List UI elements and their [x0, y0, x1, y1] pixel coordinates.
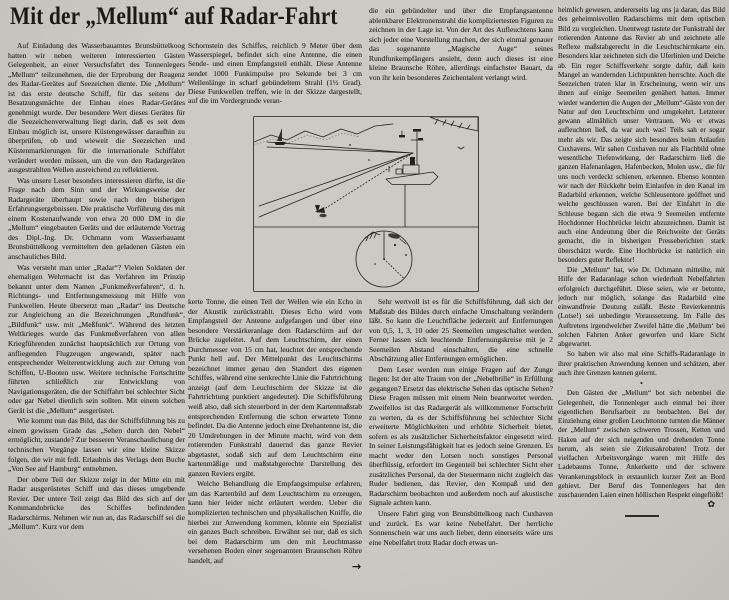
radar-screen [356, 231, 412, 287]
column-2-top [188, 41, 362, 118]
column-1 [8, 41, 185, 594]
paragraph: Auf Einladung des Wasserbauamtes Brunsbüttelkoog hatten wir neben weiteren interessierten Gästen Gelegenheit, an einer Versuchsfahrt des Tonnenlegers „Mellum“ teilzunehmen, die der Erprobung der Reagenz des Radar-Gerätes auf Seezeichen diente. Die „Mellum“ ist das erste deutsche Schiff, für das seitens der Besatzungsmächte der Einbau eines Radar-Gerätes genehmigt wurde. Der besondere Wert dieses Gerätes für die Seezeichenverwaltung liegt darin, daß es seit dem Einbau möglich ist, unsere Küstengewässer daraufhin zu überprüfen, ob und wieweit die Seezeichen und Küstenmarkierungen für die internationale Schiffahrt verändert werden müssen, um die von den Radargeräten ausgestrahlten Wellen ausreichend zu reflektieren. [8, 41, 185, 175]
paragraph: So haben wir also mal eine Schiffs-Radaranlage in ihrer praktischen Anwendung kennen und schätzen, aber auch ihre Grenzen kennen gelernt. [558, 350, 725, 377]
paragraph: Unsere Fahrt ging von Brunsbüttelkoog nach Cuxhaven und zurück. Es war keine Nebelfahrt. Der herrliche Sonnenschein war uns auch lieber, denn einerseits wäre uns eine Nebelfahrt trotz Radar doch etwas un- [369, 509, 553, 547]
end-ornament: ✿ [707, 500, 715, 511]
echo-return-dotted [321, 153, 413, 211]
column-3-top [369, 6, 553, 148]
paragraph: Wie kommt nun das Bild, das der Schiffsführung bis zu einem gewissen Grade das „Sehen durch den Nebel“ ermöglicht, zustande? Zur besseren Veranschaulichung der technischen Vorgänge lassen wir eine kleine Skizze folgen, die wir mit frdl. Erlaubnis des Verlags dem Buche „Von See auf Hamburg“ entnehmen. [8, 416, 185, 474]
column-2-bottom [188, 297, 362, 594]
echo-blips [374, 244, 407, 265]
paragraph: Die „Mellum“ hat, wie Dr. Ochmann mitteilte, mit Hilfe der Radaranlage schon wiederholt Nebelfahrten erfolgreich durchgeführt. Diese seien, wie er betonte, jedoch nur möglich, solange das Radarbild eine einwandfreie Deutung zuläßt. Beste Revierkenntnis (Lotse!) sei unbedingte Voraussetzung. Im Falle des Auftretens irgendwelcher Zweifel hätte die ‚Mellum‘ bei solchen Fahrten Anker geworfen und klare Sicht abgewartet. [558, 266, 725, 348]
course-dotted-line [384, 259, 404, 279]
column-3-bottom [369, 297, 553, 594]
paragraph: Der obere Teil der Skizze zeigt in der Mitte ein mit Radar ausgerüstetes Schiff und das dieses umgebende Revier. Der untere Teil zeigt das Bild des sich auf der Kommandobrücke des Schiffes befindenden Radarschirms. Nehmen wir nun an, das Radarschiff sei die „Mellum“. Kurz vor dem [8, 474, 185, 532]
radar-beam-lower [259, 153, 413, 217]
margin-arrow-annotation: → [352, 560, 362, 573]
section-separator-dot: • [640, 379, 643, 388]
paragraph: Was versteht man unter „Radar“? Vielen Soldaten der ehemaligen Wehrmacht ist das Verfahren im Prinzip bekannt unter dem Namen „Funkmeßverfahren“, d. h. Richtungs- und Entfernungsmessung mit Hilfe von Funkwellen. Heute übersetzt man „Radar“ ins Deutsche zur Angleichung an die Bezeichnungen „Rundfunk“, „Bildfunk“ usw. mit „Meßfunk“. Während des letzten Weltkrieges wurde das Funkmeßverfahren von allen Kriegführenden zunächst hauptsächlich zur Ortung von anfliegenden Flugzeugen angewandt, später nach entsprechender Weiterentwicklung auch zur Ortung von Schiffen, U-Booten usw. Weitere technische Fortschritte führten schließlich zur Entwicklung von Navigationsgeräten, die der Schiffahrt bei schlechter Sicht oder gar Nebel dienlich sein sollten. Mit einem solchen Gerät ist die „Mellum“ ausgerüstet. [8, 262, 185, 415]
paragraph: Sehr wertvoll ist es für die Schiffsführung, daß sich der Maßstab des Bildes durch einfache Umschaltung verändern läßt. So kann die Leuchtfläche jederzeit auf Entfernungen von 0,5, 1, 3, 10 oder 25 Seemeilen umgeschaltet werden. Ferner lassen sich leuchtende Entfernungskreise mit je 2 Seemeilen Abstand einschalten, die eine schnelle Abschätzung aller Entfernungen ermöglichen. [369, 297, 553, 364]
paragraph: Welche Behandlung die Empfangsimpulse erfahren, um das Kartenbild auf dem Leuchtschirm zu erzeugen, kann hier leider nicht erläutert werden. Ueber die komplizierten technischen und physikalischen Kniffe, die hierbei zur Anwendung kommen, könnte ein Spezialist ein ganzes Buch schreiben. Erwähnt sei nur, daß es sich bei dem Radarschirm um den mit Leuchtmasse versehenen Boden einer sogenannten Braunschen Röhre handelt, auf [188, 479, 362, 565]
coast-echoes [365, 232, 406, 244]
column-4 [558, 6, 725, 594]
ship-funnel [410, 157, 415, 165]
paragraph: Was unsere Leser besonders interessieren dürfte, ist die Frage nach dem Sinn und der Wirkungsweise der Radargeräte überhaupt sowie nach den bisherigen Erfahrungsergebnissen. Die praktische Vorführung des mit einem Kostenaufwande von etwa 20 000 DM in die „Mellum“ eingebauten Geräts und der erläuternde Vortrag des Dipl.-Ing. Dr. Ochmann vom Wasserbauamt Brunsbüttelkoog vermittelten den geladenen Gästen ein anschauliches Bild. [8, 175, 185, 262]
end-of-article-rule [625, 515, 659, 518]
paragraph: die ein gebündelter und über die Empfangsantenne ablenkbarer Elektronenstrahl die kompliziertesten Figuren zu zeichnen in der Lage ist. Von der Art des Aufleuchtens kann sich jeder eine Vorstellung machen, der sich einmal genauer das sogenannte „Magische Auge“ seines Rundfunkempfängers ansieht, denn auch dieses ist eine kleine Braunsche Röhre, allerdings einfachster Bauart, da von ihr kein besonderes Zeichentalent verlangt wird. [369, 6, 553, 82]
article-headline: Mit der „Mellum“ auf Radar-Fahrt [10, 3, 338, 30]
paragraph: Den Gästen der „Mellum“ bot sich nebenbei die Gelegenheit, die Tonnenleger auch einmal bei ihrer eigentlichen Berufsarbeit zu beobachten. Bei der Einziehung einer großen Leuchttonne turnten die Männer der „Mellum“ zwischen schweren Trossen, Ketten und Haken auf der sich neigenden und drehenden Tonne herum, als seien sie Zirkusakrobaten! Trotz der vielfachen Arbeitsvorgänge waren mit Hilfe des Ladebaums Tonne, Ankerkette und der schwere Verankerungsblock in erstaunlich kurzer Zeit an Bord gehievt. Der Beruf des Tonnenlegers hat den zuschauenden Laien einen höllischen Respekt eingeflößt! [558, 389, 725, 499]
paragraph: Dem Leser werden nun einige Fragen auf der Zunge liegen: Ist der alte Traum von der „Nebelbrille“ in Erfüllung gegangen? Ersetzt das elektrische Sehen das optische Sehen? Diese Fragen müssen mit einem Nein beantwortet werden. Zweifellos ist das Radargerät als willkommener Fortschritt zu werten, da es der Schiffsführung bei schlechter Sicht erweiterte Möglichkeiten und erhöhte Sicherheit bietet, sofern es als zusätzlicher Sicherheitsfaktor eingesetzt wird. In seiner Leistungsfähigkeit hat es jedoch seine Grenzen. Es macht weder den Lotsen noch sonstiges Personal überflüssig, erfordert im Gegenteil bei schlechter Sicht eher zusätzliches Personal, da der Steuermann nicht zugleich das Ruder bedienen, das Revier, den Kompaß und den Radarschirm beobachten und außerdem noch auf akustische Signale achten kann. [369, 364, 553, 508]
paragraph: Schornstein des Schiffes, reichlich 9 Meter über dem Wasserspiegel, befindet sich eine Antenne, die einen Sende- und einen Empfangsteil enthält. Diese Antenne sendet 1000 Funkimpulse pro Sekunde bei 3 cm Wellenlänge in scharf gebündeltem Strahl (1½ Grad). Diese Funkwellen treffen, wie in der Skizze dargestellt, auf die im Vordergrunde veran- [188, 41, 362, 106]
paragraph: heimlich gewesen, andererseits lag uns ja daran, das Bild des geheimnisvollen Radarschirms mit dem optischen Bild zu vergleichen. Unentwegt tastete der Funkstrahl der rotierenden Antenne das Revier ab und zeichnete alle Reflexe maßstabgerecht in die Leuchtschirmkarte ein. Besonders klar zeichneten sich die Uferlinien und Deiche ab. Ein reger Schiffsverkehr sorgte dafür, daß kein Mangel an wandernden Lichtpunkten herrschte. Auch die Seezeichen traten klar in Erscheinung, wenn wir uns ihnen auf einige Seemeilen genähert hatten. Immer wieder wanderten die Augen der „Mellum“-Gäste von der Natur auf den Leuchtschirm und umgekehrt. Letzterer gewann allmählich unser Vertrauen. Wo er etwas aufleuchten ließ, da war auch was! Teils sah er sogar mehr als wir. Das zeigte sich besonders beim Anlaufen Cuxhavens. Wir sahen Cuxhaven nur als Flachbild ohne wesentliche Tiefenwirkung, der Radarschirm ließ die ganzen Hafenanlagen, Hafenbecken, Molen usw., die für uns noch verdeckt schienen, erkennen. Ebenso konnten wir nach der Rückkehr beim Einlaufen in den Kanal im Radarbild erkennen, welche Schleusentore geöffnet und welche geschlossen waren. Bei der Einfahrt in die Schleuse begann sich die etwa 9 Seemeilen entfernte Hochdonner Hochbrücke leicht abzuzeichnen. Damit ist auch eine Andeutung über die Reichweite der Geräts gemacht, die in bisherigen Presseberichten stark überschätzt wurde. Eine Hochbrücke ist natürlich ein besonders guter Reflektor! [558, 6, 725, 264]
paragraph: kerte Tonne, die einen Teil der Wellen wie ein Echo in der Akustik zurückstrahlt. Dieses Echo wird vom Empfangsteil der Antenne aufgefangen und über eine besondere Verstärkeranlage dem Radarschirm auf der Brücke zugeleitet. Auf dem Leuchtschirm, der einen Durchmesser von 15 cm hat, leuchtet der entsprechende Punkt hell auf. Der Mittelpunkt des Leuchtschirms bezeichnet immer genau den Standort des eigenen Schiffes, während eine senkrechte Linie die Fahrtrichtung anzeigt (auf dem Leuchtschirm der Skizze ist die Fahrtrichtung punktiert angedeutet). Die Schiffsführung weiß also, daß sich steuerbord in der dem Kartenmaßstab entsprechenden Entfernung die schon erwartete Tonne befindet. Da die Antenne jedoch eine Drehantenne ist, die 20 Umdrehungen in der Minute macht, wird von dem rotierenden Funkstrahl dauernd das ganze Revier abgetastet, sodaß sich auf dem Leuchtschirm eine kartenmäßige und maßstabgerechte Darstellung des ganzen Reviers ergibt. [188, 297, 362, 478]
